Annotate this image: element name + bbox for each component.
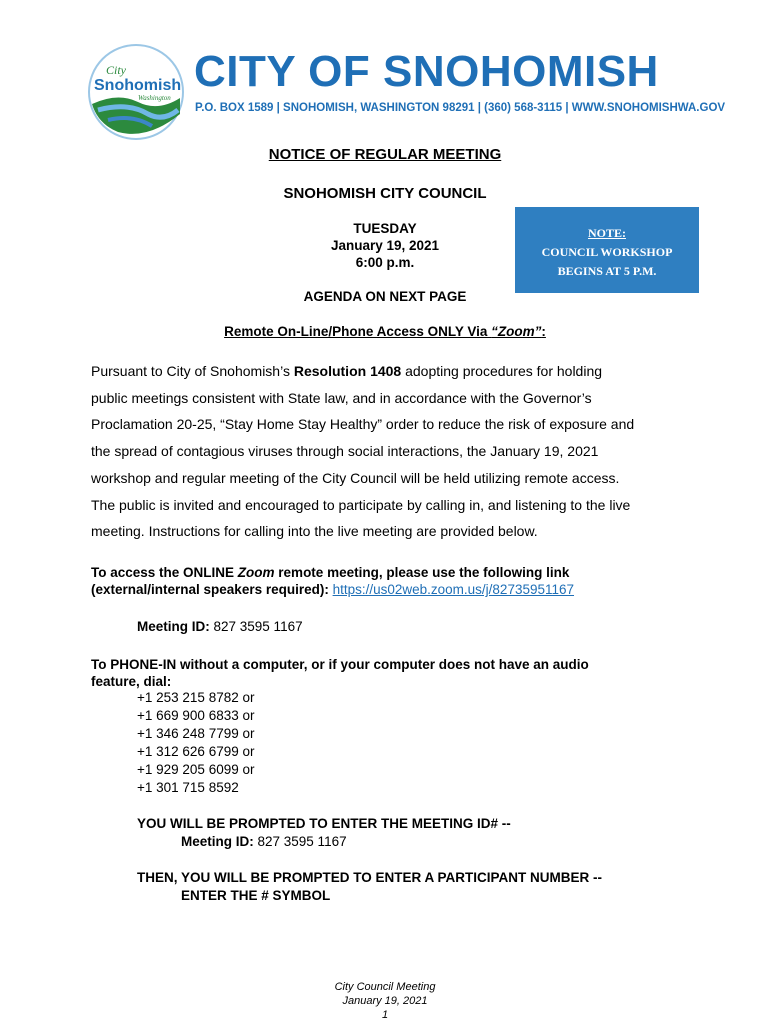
org-contact-line: P.O. BOX 1589 | SNOHOMISH, WASHINGTON 98291 | (360) 568-3115 | WWW.SNOHOMISHWA.GOV	[195, 102, 726, 114]
para-line-4: the spread of contagious viruses through social interactions, the January 19, 2021	[91, 443, 599, 460]
remote-prefix: Remote On-Line/Phone Access ONLY Via	[224, 324, 492, 339]
para-line-5: workshop and regular meeting of the City Council will be held utilizing remote access.	[91, 469, 620, 486]
para-text: Pursuant to City of Snohomish’s	[91, 363, 294, 379]
para-line-2: public meetings consistent with State law, and in accordance with the Governor’s	[91, 389, 592, 406]
city-logo	[88, 44, 184, 140]
online-access-instructions	[91, 564, 574, 598]
phone-number: +1 253 215 8782 or	[137, 690, 255, 705]
footer-title: City Council Meeting	[334, 981, 436, 993]
zoom-meeting-link[interactable]: https://us02web.zoom.us/j/82735951167	[332, 582, 575, 597]
meeting-id	[137, 619, 303, 634]
svg-text:Snohomish: Snohomish	[94, 77, 182, 94]
meeting-time: 6:00 p.m.	[355, 255, 415, 270]
phone-number: +1 929 205 6099 or	[137, 762, 255, 777]
phone-intro-line-1: To PHONE-IN without a computer, or if your computer does not have an audio	[91, 657, 589, 672]
phone-intro-line-2: feature, dial:	[91, 674, 172, 689]
online-zoom: Zoom	[237, 565, 275, 580]
council-name: SNOHOMISH CITY COUNCIL	[283, 185, 487, 202]
note-label: NOTE:	[587, 226, 626, 240]
online-line-2	[91, 581, 574, 598]
para-line-7: meeting. Instructions for calling into the live meeting are provided below.	[91, 523, 538, 540]
meeting-day: TUESDAY	[353, 221, 417, 236]
meeting-id-label: Meeting ID:	[137, 619, 210, 634]
phone-number: +1 346 248 7799 or	[137, 726, 255, 741]
remote-zoom: “Zoom”	[491, 324, 542, 339]
footer-date: January 19, 2021	[342, 995, 428, 1007]
meeting-id-value: 827 3595 1167	[209, 619, 303, 634]
para-line-1	[91, 358, 691, 385]
agenda-notice: AGENDA ON NEXT PAGE	[303, 289, 467, 304]
meeting-date: January 19, 2021	[330, 238, 440, 253]
online-text: To access the ONLINE	[91, 565, 238, 580]
para-line-6: The public is invited and encouraged to participate by calling in, and listening to the live	[91, 496, 631, 513]
participant-prompt	[137, 869, 602, 905]
prompt-line: THEN, YOU WILL BE PROMPTED TO ENTER A PARTICIPANT NUMBER --	[137, 870, 603, 885]
meeting-id-prompt	[137, 815, 511, 851]
resolution-paragraph	[91, 358, 691, 545]
resolution-number: Resolution 1408	[293, 363, 402, 379]
prompt-id-label: Meeting ID:	[181, 834, 254, 849]
svg-text:City: City	[106, 63, 126, 77]
note-line-1: COUNCIL WORKSHOP	[541, 245, 673, 259]
note-line-2: BEGINS AT 5 P.M.	[557, 264, 657, 278]
phone-number-list	[137, 689, 254, 797]
page-footer	[0, 980, 770, 1022]
remote-access-heading	[0, 324, 770, 339]
prompt-line: YOU WILL BE PROMPTED TO ENTER THE MEETING ID# --	[137, 816, 511, 831]
prompt-id-value: 827 3595 1167	[253, 834, 347, 849]
phone-in-instructions	[91, 656, 589, 690]
remote-suffix: :	[541, 324, 546, 339]
org-title: CITY OF SNOHOMISH	[194, 47, 659, 96]
online-line-1	[91, 564, 574, 581]
phone-number: +1 312 626 6799 or	[137, 744, 255, 759]
online-text: (external/internal speakers required):	[91, 582, 333, 597]
online-text: remote meeting, please use the following link	[274, 565, 570, 580]
phone-number: +1 301 715 8592	[137, 780, 239, 795]
prompt-meeting-id	[137, 833, 511, 851]
meeting-date-block	[285, 220, 485, 271]
notice-title: NOTICE OF REGULAR MEETING	[268, 146, 502, 163]
para-line-3: Proclamation 20-25, “Stay Home Stay Healthy” order to reduce the risk of exposure and	[91, 416, 635, 433]
workshop-note-box	[515, 207, 699, 293]
svg-text:Washington: Washington	[138, 94, 171, 102]
phone-number: +1 669 900 6833 or	[137, 708, 255, 723]
para-text: adopting procedures for holding	[401, 363, 603, 379]
prompt-symbol-line: ENTER THE # SYMBOL	[181, 888, 331, 903]
page-number: 1	[381, 1009, 389, 1021]
